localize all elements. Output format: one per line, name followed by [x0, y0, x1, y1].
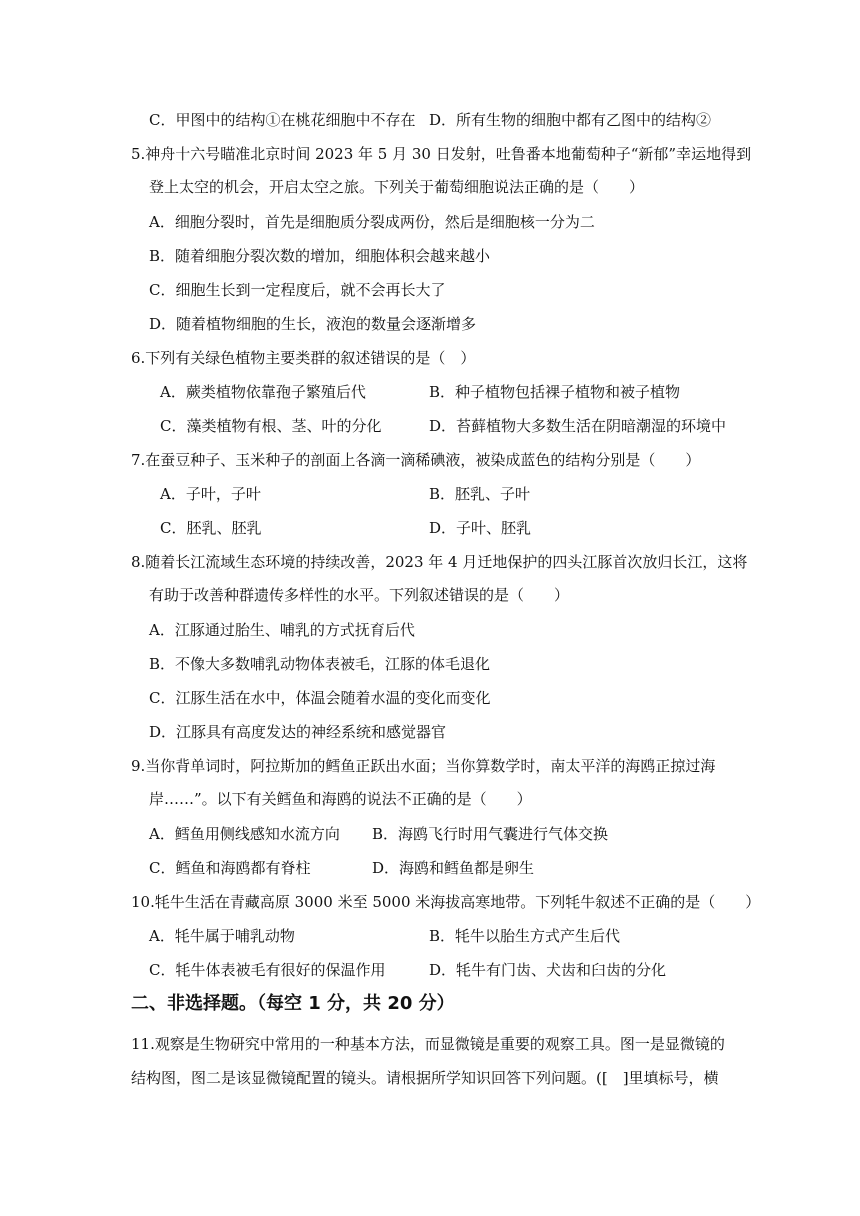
q9-option-c: C．鳕鱼和海鸥都有脊柱 — [149, 859, 311, 877]
q7-option-b: B．胚乳、子叶 — [429, 485, 531, 503]
q5-option-a: A．细胞分裂时，首先是细胞质分裂成两份，然后是细胞核一分为二 — [149, 213, 595, 231]
q7-stem: 7.在蚕豆种子、玉米种子的剖面上各滴一滴稀碘液，被染成蓝色的结构分别是（ ） — [131, 451, 701, 469]
q8-option-b: B．不像大多数哺乳动物体表被毛，江豚的体毛退化 — [149, 655, 491, 673]
q8-option-d: D．江豚具有高度发达的神经系统和感觉器官 — [149, 723, 447, 741]
q6-option-b: B．种子植物包括裸子植物和被子植物 — [429, 383, 681, 401]
q11-stem-line2: 结构图，图二是该显微镜配置的镜头。请根据所学知识回答下列问题。([ ]里填标号，横 — [131, 1069, 719, 1087]
q11-stem-line1: 11.观察是生物研究中常用的一种基本方法，而显微镜是重要的观察工具。图一是显微镜的 — [131, 1035, 725, 1053]
q5-option-c: C．细胞生长到一定程度后，就不会再长大了 — [149, 281, 446, 299]
q6-option-a: A．蕨类植物依靠孢子繁殖后代 — [160, 383, 366, 401]
q6-stem: 6.下列有关绿色植物主要类群的叙述错误的是（ ） — [131, 349, 476, 367]
q10-option-d: D．牦牛有门齿、犬齿和臼齿的分化 — [429, 961, 667, 979]
q9-stem-line2: 岸……”。以下有关鳕鱼和海鸥的说法不正确的是（ ） — [149, 790, 532, 808]
q9-option-d: D．海鸥和鳕鱼都是卵生 — [372, 859, 535, 877]
q10-stem: 10.牦牛生活在青藏高原 3000 米至 5000 米海拔高寒地带。下列牦牛叙述不正确的是（ ） — [131, 893, 761, 911]
q7-option-a: A．子叶，子叶 — [160, 485, 261, 503]
q8-option-a: A．江豚通过胎生、哺乳的方式抚育后代 — [149, 621, 415, 639]
q8-stem-line1: 8.随着长江流域生态环境的持续改善，2023 年 4 月迁地保护的四头江豚首次放归长江，这将 — [131, 553, 748, 571]
q5-option-b: B．随着细胞分裂次数的增加，细胞体积会越来越小 — [149, 247, 491, 265]
q8-stem-line2: 有助于改善种群遗传多样性的水平。下列叙述错误的是（ ） — [149, 586, 570, 604]
q5-option-d: D．随着植物细胞的生长，液泡的数量会逐渐增多 — [149, 315, 477, 333]
q6-option-d: D．苔藓植物大多数生活在阴暗潮湿的环境中 — [429, 417, 727, 435]
q5-stem-line2: 登上太空的机会，开启太空之旅。下列关于葡萄细胞说法正确的是（ ） — [149, 178, 645, 196]
q4-option-c: C．甲图中的结构①在桃花细胞中不存在 — [149, 111, 416, 129]
q4-option-d: D．所有生物的细胞中都有乙图中的结构② — [429, 111, 712, 129]
q10-option-b: B．牦牛以胎生方式产生后代 — [429, 927, 621, 945]
q9-option-b: B．海鸥飞行时用气囊进行气体交换 — [372, 825, 609, 843]
section-heading: 二、非选择题。（每空 1 分，共 20 分） — [131, 993, 455, 1014]
q9-option-a: A．鳕鱼用侧线感知水流方向 — [149, 825, 340, 843]
q10-option-c: C．牦牛体表被毛有很好的保温作用 — [149, 961, 386, 979]
q7-option-c: C．胚乳、胚乳 — [160, 519, 262, 537]
q9-stem-line1: 9.当你背单词时，阿拉斯加的鳕鱼正跃出水面；当你算数学时，南太平洋的海鸥正掠过海 — [131, 757, 716, 775]
q5-stem-line1: 5.神舟十六号瞄准北京时间 2023 年 5 月 30 日发射，吐鲁番本地葡萄种子“新郁”幸运地得到 — [131, 145, 752, 163]
q7-option-d: D．子叶、胚乳 — [429, 519, 532, 537]
q6-option-c: C．藻类植物有根、茎、叶的分化 — [160, 417, 382, 435]
q8-option-c: C．江豚生活在水中，体温会随着水温的变化而变化 — [149, 689, 491, 707]
q10-option-a: A．牦牛属于哺乳动物 — [149, 927, 295, 945]
